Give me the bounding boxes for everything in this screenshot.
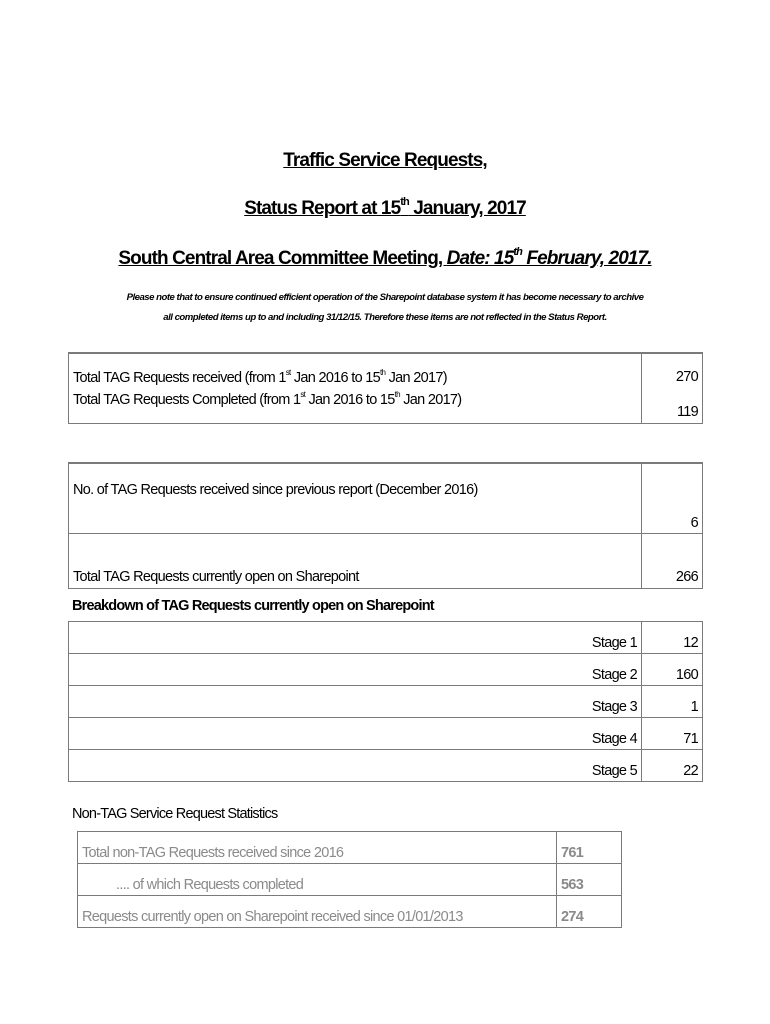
- completed-value: 119: [642, 390, 703, 424]
- subtitle-text: Status Report at 15: [244, 198, 401, 219]
- label-sup: th: [380, 368, 386, 377]
- meeting-date-sup: th: [513, 246, 522, 258]
- received-label: [69, 353, 642, 390]
- non-tag-value: 761: [557, 832, 622, 864]
- table-row: [69, 622, 703, 654]
- breakdown-heading: Breakdown of TAG Requests currently open on Sharepoint: [72, 598, 434, 614]
- label-part: Jan 2017): [385, 370, 447, 386]
- open-label: Total TAG Requests currently open on Sharepoint: [73, 569, 359, 585]
- meeting-date-pre: Date: 15: [446, 248, 514, 269]
- label-part: Total TAG Requests Completed (from 1: [73, 392, 301, 408]
- stage-value: 12: [642, 622, 703, 654]
- title-line-1: Traffic Service Requests,: [283, 150, 487, 171]
- meeting-title: [0, 246, 770, 270]
- label-part: Jan 2016 to 15: [290, 370, 381, 386]
- non-tag-label: Total non-TAG Requests received since 2016: [78, 832, 557, 864]
- stage-label: Stage 5: [69, 750, 642, 782]
- stage-value: 71: [642, 718, 703, 750]
- stage-label: Stage 3: [69, 686, 642, 718]
- table-row: [69, 390, 703, 424]
- archive-note-line-1: Please note that to ensure continued efficient operation of the Sharepoint database system it has become necessary to archive: [126, 292, 644, 303]
- report-title: [0, 150, 770, 172]
- label-sup: st: [300, 390, 306, 399]
- stage-label: Stage 1: [69, 622, 642, 654]
- table-row: [69, 654, 703, 686]
- stage-label: Stage 4: [69, 718, 642, 750]
- stage-value: 160: [642, 654, 703, 686]
- non-tag-label: Requests currently open on Sharepoint received since 01/01/2013: [78, 896, 557, 928]
- table-row: [78, 896, 622, 928]
- table-row: [69, 750, 703, 782]
- subtitle-sup: th: [400, 196, 409, 208]
- meeting-date-post: February, 2017.: [522, 248, 652, 269]
- table-row: [69, 686, 703, 718]
- table-row: [69, 463, 703, 534]
- received-value: 270: [642, 353, 703, 390]
- meeting-name: South Central Area Committee Meeting,: [118, 248, 447, 269]
- table-row: [69, 534, 703, 589]
- non-tag-table: [77, 831, 622, 928]
- subtitle-text-end: January, 2017: [408, 198, 526, 219]
- non-tag-heading: Non-TAG Service Request Statistics: [72, 806, 278, 822]
- open-value: 266: [642, 534, 703, 589]
- non-tag-value: 274: [557, 896, 622, 928]
- table-row: [78, 864, 622, 896]
- label-sup: th: [394, 390, 400, 399]
- label-sup: st: [285, 368, 291, 377]
- table-row: [78, 832, 622, 864]
- report-subtitle: [0, 196, 770, 220]
- since-previous-value: 6: [642, 463, 703, 534]
- totals-table: [68, 352, 703, 424]
- stage-value: 22: [642, 750, 703, 782]
- completed-label: [69, 390, 642, 424]
- archive-note-line-2: all completed items up to and including 31/12/15. Therefore these items are not reflected in the Status Report.: [163, 312, 607, 323]
- stage-label: Stage 2: [69, 654, 642, 686]
- non-tag-value: 563: [557, 864, 622, 896]
- stage-value: 1: [642, 686, 703, 718]
- non-tag-label: .... of which Requests completed: [78, 864, 557, 896]
- label-part: Jan 2017): [399, 392, 462, 408]
- breakdown-table: [68, 621, 703, 782]
- table-row: [69, 718, 703, 750]
- recent-table: [68, 462, 703, 589]
- since-previous-label: No. of TAG Requests received since previous report (December 2016): [69, 463, 642, 534]
- label-part: Jan 2016 to 15: [305, 392, 395, 408]
- table-row: [69, 353, 703, 390]
- label-part: Total TAG Requests received (from 1: [73, 370, 286, 386]
